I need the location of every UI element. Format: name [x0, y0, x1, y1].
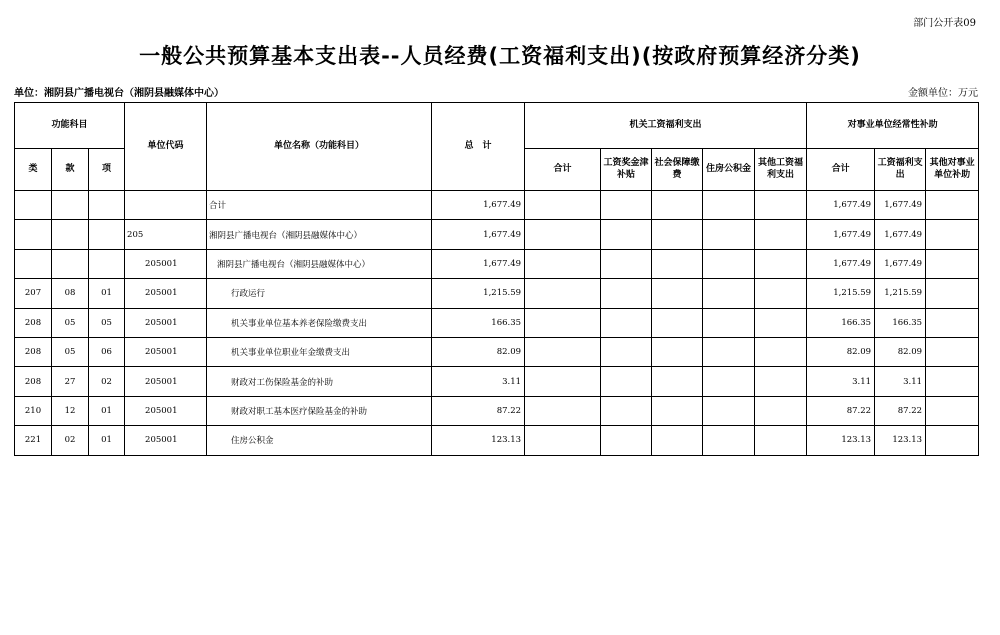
- cell-agency-bonus: [601, 367, 652, 396]
- cell-lei: [15, 191, 52, 220]
- cell-unit-code: 205001: [125, 279, 207, 308]
- cell-xiang: 02: [89, 367, 125, 396]
- cell-agency-housing: [703, 249, 755, 278]
- cell-agency-housing: [703, 337, 755, 366]
- cell-unit-name: 机关事业单位基本养老保险缴费支出: [207, 308, 432, 337]
- cell-kuan: 12: [52, 396, 89, 425]
- cell-unit-code: 205001: [125, 426, 207, 455]
- cell-total: 1,677.49: [432, 249, 525, 278]
- cell-agency-total: [525, 396, 601, 425]
- cell-unit-code: 205001: [125, 367, 207, 396]
- cell-inst-other: [926, 367, 979, 396]
- cell-inst-total: 166.35: [807, 308, 875, 337]
- cell-agency-housing: [703, 191, 755, 220]
- header-agency-total: 合计: [525, 149, 601, 191]
- cell-agency-other: [755, 308, 807, 337]
- cell-agency-other: [755, 396, 807, 425]
- cell-unit-name: 湘阴县广播电视台（湘阴县融媒体中心）: [207, 220, 432, 249]
- cell-lei: 208: [15, 308, 52, 337]
- cell-agency-other: [755, 426, 807, 455]
- header-agency-other: 其他工资福利支出: [755, 149, 807, 191]
- cell-inst-welfare: 1,215.59: [875, 279, 926, 308]
- cell-kuan: 02: [52, 426, 89, 455]
- cell-kuan: [52, 249, 89, 278]
- cell-xiang: 01: [89, 426, 125, 455]
- cell-agency-other: [755, 249, 807, 278]
- cell-agency-other: [755, 220, 807, 249]
- cell-total: 1,677.49: [432, 191, 525, 220]
- cell-agency-total: [525, 220, 601, 249]
- cell-inst-total: 1,677.49: [807, 249, 875, 278]
- cell-unit-name: 湘阴县广播电视台（湘阴县融媒体中心）: [207, 249, 432, 278]
- cell-lei: 221: [15, 426, 52, 455]
- cell-agency-other: [755, 337, 807, 366]
- cell-xiang: [89, 191, 125, 220]
- cell-inst-welfare: 123.13: [875, 426, 926, 455]
- cell-agency-social: [652, 367, 703, 396]
- cell-agency-social: [652, 279, 703, 308]
- cell-inst-other: [926, 337, 979, 366]
- cell-lei: [15, 249, 52, 278]
- cell-inst-other: [926, 396, 979, 425]
- cell-agency-housing: [703, 396, 755, 425]
- header-inst-other: 其他对事业单位补助: [926, 149, 979, 191]
- cell-total: 3.11: [432, 367, 525, 396]
- header-unit-code: 单位代码: [125, 103, 207, 191]
- cell-inst-total: 1,677.49: [807, 220, 875, 249]
- expenditure-table: [14, 102, 979, 456]
- cell-xiang: 01: [89, 279, 125, 308]
- cell-inst-total: 87.22: [807, 396, 875, 425]
- table-row: [15, 396, 979, 425]
- cell-inst-total: 123.13: [807, 426, 875, 455]
- cell-unit-name: 财政对职工基本医疗保险基金的补助: [207, 396, 432, 425]
- cell-xiang: 05: [89, 308, 125, 337]
- cell-inst-welfare: 82.09: [875, 337, 926, 366]
- cell-agency-bonus: [601, 337, 652, 366]
- cell-inst-other: [926, 426, 979, 455]
- cell-kuan: 05: [52, 337, 89, 366]
- cell-kuan: [52, 220, 89, 249]
- header-agency-social: 社会保障缴费: [652, 149, 703, 191]
- cell-inst-total: 1,215.59: [807, 279, 875, 308]
- table-row: [15, 308, 979, 337]
- cell-unit-code: 205001: [125, 337, 207, 366]
- header-kuan: 款: [52, 149, 89, 191]
- cell-inst-other: [926, 191, 979, 220]
- cell-unit-code: 205001: [125, 396, 207, 425]
- cell-agency-housing: [703, 279, 755, 308]
- cell-inst-other: [926, 249, 979, 278]
- header-agency-bonus: 工资奖金津补贴: [601, 149, 652, 191]
- page-title: 一般公共预算基本支出表--人员经费(工资福利支出)(按政府预算经济分类): [139, 44, 861, 68]
- cell-unit-code: 205: [125, 220, 207, 249]
- cell-inst-welfare: 1,677.49: [875, 220, 926, 249]
- cell-unit-name: 住房公积金: [207, 426, 432, 455]
- cell-agency-bonus: [601, 191, 652, 220]
- cell-agency-total: [525, 308, 601, 337]
- cell-inst-welfare: 1,677.49: [875, 249, 926, 278]
- cell-unit-name: 合计: [207, 191, 432, 220]
- cell-inst-other: [926, 220, 979, 249]
- header-inst-total: 合计: [807, 149, 875, 191]
- table-row: [15, 249, 979, 278]
- table-row: [15, 191, 979, 220]
- unit-label: 单位：湘阴县广播电视台（湘阴县融媒体中心）: [14, 88, 224, 99]
- cell-agency-social: [652, 396, 703, 425]
- cell-unit-code: [125, 191, 207, 220]
- table-row: [15, 337, 979, 366]
- cell-unit-code: 205001: [125, 308, 207, 337]
- cell-kuan: 27: [52, 367, 89, 396]
- cell-lei: 207: [15, 279, 52, 308]
- cell-kuan: 05: [52, 308, 89, 337]
- cell-unit-name: 财政对工伤保险基金的补助: [207, 367, 432, 396]
- cell-total: 123.13: [432, 426, 525, 455]
- cell-agency-total: [525, 249, 601, 278]
- header-agency-housing: 住房公积金: [703, 149, 755, 191]
- cell-agency-housing: [703, 308, 755, 337]
- table-row: [15, 220, 979, 249]
- cell-total: 87.22: [432, 396, 525, 425]
- cell-agency-total: [525, 367, 601, 396]
- cell-agency-other: [755, 279, 807, 308]
- cell-agency-social: [652, 426, 703, 455]
- cell-agency-housing: [703, 367, 755, 396]
- cell-kuan: [52, 191, 89, 220]
- header-inst-group: 对事业单位经常性补助: [807, 103, 979, 149]
- cell-inst-welfare: 166.35: [875, 308, 926, 337]
- cell-inst-welfare: 87.22: [875, 396, 926, 425]
- cell-agency-total: [525, 279, 601, 308]
- cell-inst-welfare: 3.11: [875, 367, 926, 396]
- amount-unit-label: 金额单位：万元: [908, 88, 978, 99]
- cell-agency-social: [652, 191, 703, 220]
- cell-xiang: 06: [89, 337, 125, 366]
- cell-agency-total: [525, 337, 601, 366]
- header-xiang: 项: [89, 149, 125, 191]
- header-total: 总 计: [432, 103, 525, 191]
- cell-lei: [15, 220, 52, 249]
- cell-inst-total: 82.09: [807, 337, 875, 366]
- cell-agency-other: [755, 367, 807, 396]
- header-inst-welfare: 工资福利支出: [875, 149, 926, 191]
- cell-inst-total: 1,677.49: [807, 191, 875, 220]
- table-row: [15, 367, 979, 396]
- cell-agency-total: [525, 191, 601, 220]
- cell-inst-other: [926, 308, 979, 337]
- cell-lei: 208: [15, 367, 52, 396]
- cell-agency-housing: [703, 426, 755, 455]
- header-lei: 类: [15, 149, 52, 191]
- cell-agency-housing: [703, 220, 755, 249]
- cell-unit-code: 205001: [125, 249, 207, 278]
- cell-total: 82.09: [432, 337, 525, 366]
- cell-agency-social: [652, 337, 703, 366]
- cell-agency-bonus: [601, 279, 652, 308]
- cell-agency-bonus: [601, 396, 652, 425]
- cell-unit-name: 机关事业单位职业年金缴费支出: [207, 337, 432, 366]
- header-func-subject: 功能科目: [15, 103, 125, 149]
- cell-agency-social: [652, 220, 703, 249]
- cell-inst-other: [926, 279, 979, 308]
- cell-agency-bonus: [601, 308, 652, 337]
- cell-kuan: 08: [52, 279, 89, 308]
- cell-lei: 208: [15, 337, 52, 366]
- cell-inst-welfare: 1,677.49: [875, 191, 926, 220]
- header-agency-group: 机关工资福利支出: [525, 103, 807, 149]
- cell-total: 1,677.49: [432, 220, 525, 249]
- cell-total: 166.35: [432, 308, 525, 337]
- cell-xiang: 01: [89, 396, 125, 425]
- form-number: 部门公开表09: [913, 18, 976, 29]
- cell-agency-bonus: [601, 220, 652, 249]
- cell-agency-social: [652, 249, 703, 278]
- header-unit-name: 单位名称（功能科目）: [207, 103, 432, 191]
- cell-xiang: [89, 249, 125, 278]
- cell-agency-bonus: [601, 426, 652, 455]
- cell-unit-name: 行政运行: [207, 279, 432, 308]
- cell-agency-social: [652, 308, 703, 337]
- table-row: [15, 426, 979, 455]
- cell-lei: 210: [15, 396, 52, 425]
- cell-xiang: [89, 220, 125, 249]
- cell-inst-total: 3.11: [807, 367, 875, 396]
- cell-agency-total: [525, 426, 601, 455]
- table-row: [15, 279, 979, 308]
- cell-agency-other: [755, 191, 807, 220]
- cell-total: 1,215.59: [432, 279, 525, 308]
- cell-agency-bonus: [601, 249, 652, 278]
